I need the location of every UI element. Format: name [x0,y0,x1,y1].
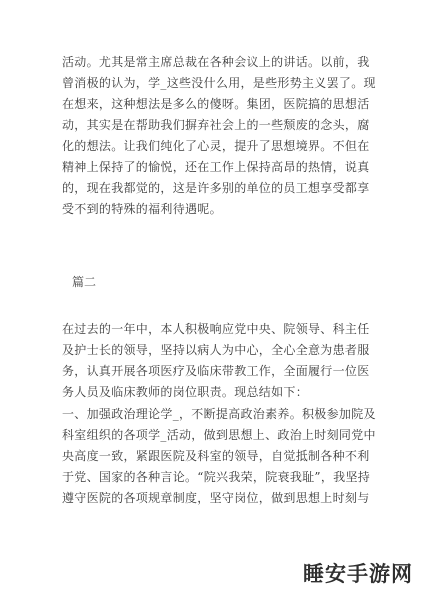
text-line: 动，其实是在帮助我们摒弃社会上的一些颓废的念头，腐 [62,118,370,132]
text-line: 在过去的一年中，本人积极响应党中央、院领导、科主任 [62,322,370,336]
text-line: 遵守医院的各项规章制度，坚守岗位，做到思想上时刻与 [62,491,370,505]
text-line: 央高度一致，紧跟医院及科室的领导，自觉抵制各种不利 [62,449,370,463]
section-heading: 篇二 [72,275,97,289]
site-watermark: 睡安手游网 [303,562,413,586]
text-line: 及护士长的领导，坚持以病人为中心，全心全意为患者服 [62,343,370,357]
text-line: 受不到的特殊的福利待遇呢。 [62,202,222,216]
text-line: 科室组织的各项学_活动，做到思想上、政治上时刻同党中 [62,428,376,442]
text-line: 在想来，这种想法是多么的傻呀。集团，医院搞的思想活 [62,97,370,111]
text-line: 务，认真开展各项医疗及临床带教工作，全面履行一位医 [62,364,370,378]
text-line: 精神上保持了的愉悦，还在工作上保持高昂的热情，说真 [62,160,370,174]
text-line: 化的想法。让我们纯化了心灵，提升了思想境界。不但在 [62,139,370,153]
text-line: 的，现在我都觉的，这是许多别的单位的员工想享受都享 [62,181,370,195]
text-line: 活动。尤其是常主席总裁在各种会议上的讲话。以前，我 [62,55,370,69]
paragraph-3 [62,404,376,509]
paragraph-1 [62,52,376,220]
text-line: 于党、国家的各种言论。“院兴我荣，院衰我耻”，我坚持 [62,470,371,484]
text-line: 务人员及临床教师的岗位职责。现总结如下： [62,385,309,399]
text-line: 曾消极的认为，学_这些没什么用，是些形势主义罢了。现 [62,76,376,90]
paragraph-2 [62,319,370,403]
text-line: 一、加强政治理论学_，不断提高政治素养。积极参加院及 [62,407,376,421]
